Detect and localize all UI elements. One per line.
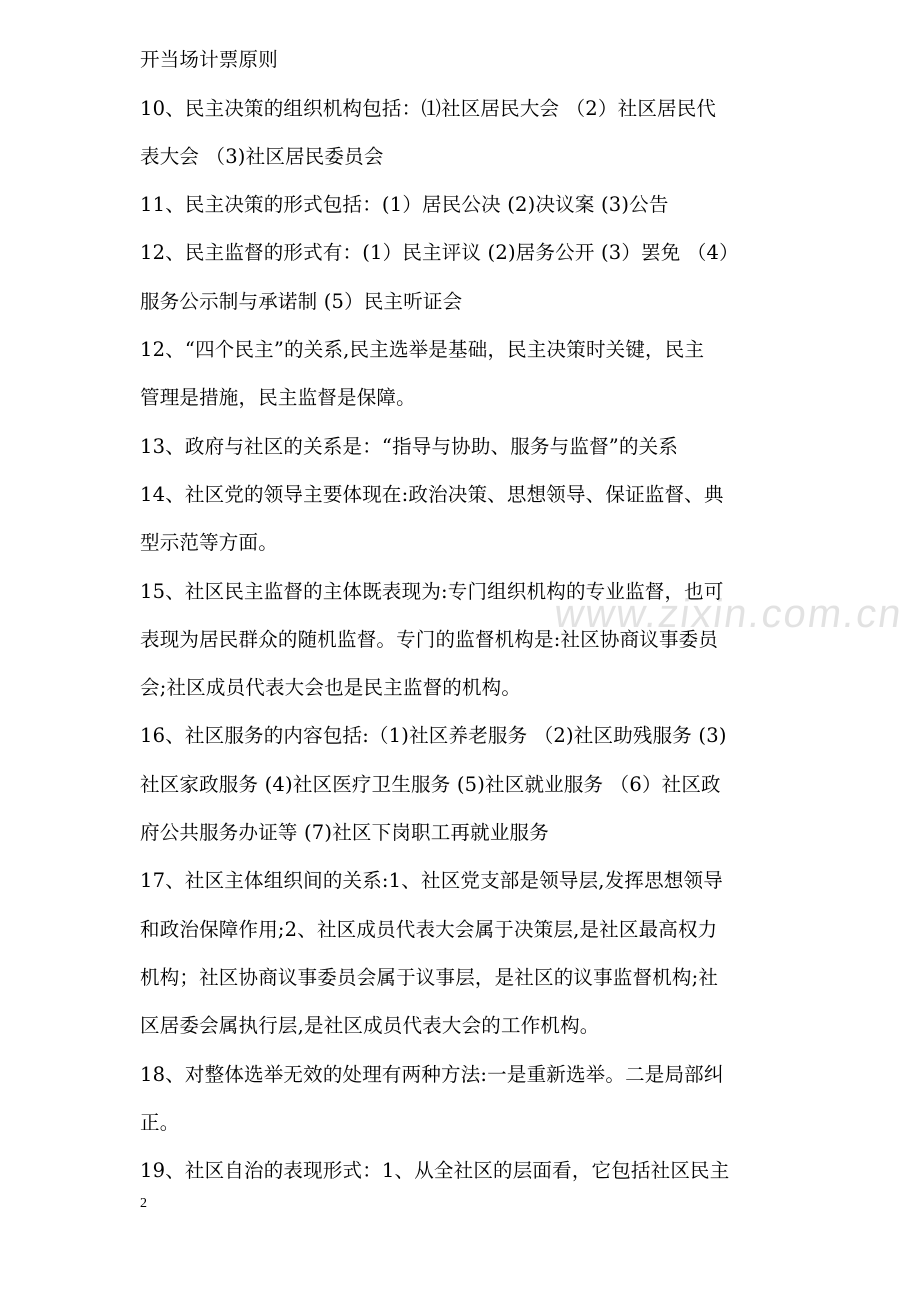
text-line: 和政治保障作用;2、社区成员代表大会属于决策层,是社区最高权力 xyxy=(140,918,718,941)
text-line: 14、社区党的领导主要体现在:政治决策、思想领导、保证监督、典 xyxy=(140,483,724,506)
text-line: 19、社区自治的表现形式：1、从全社区的层面看，它包括社区民主 xyxy=(140,1159,730,1182)
text-line: 府公共服务办证等 (7)社区下岗职工再就业服务 xyxy=(140,821,549,844)
text-line: 17、社区主体组织间的关系:1、社区党支部是领导层,发挥思想领导 xyxy=(140,869,723,892)
text-line: 15、社区民主监督的主体既表现为:专门组织机构的专业监督，也可 xyxy=(140,580,724,603)
text-line: 正。 xyxy=(140,1111,180,1134)
text-line: 区居委会属执行层,是社区成员代表大会的工作机构。 xyxy=(140,1014,600,1037)
text-line: 12、“四个民主”的关系,民主选举是基础，民主决策时关键，民主 xyxy=(140,338,705,361)
text-line: 16、社区服务的内容包括:（1)社区养老服务 （2)社区助残服务 (3) xyxy=(140,724,727,747)
text-line: 18、对整体选举无效的处理有两种方法:一是重新选举。二是局部纠 xyxy=(140,1063,724,1086)
text-line: 会;社区成员代表大会也是民主监督的机构。 xyxy=(140,676,522,699)
watermark-text: www.zixin.com.cn xyxy=(551,592,906,636)
text-line: 机构；社区协商议事委员会属于议事层，是社区的议事监督机构;社 xyxy=(140,966,719,989)
text-line: 13、政府与社区的关系是：“指导与协助、服务与监督”的关系 xyxy=(140,435,679,458)
page-number: 2 xyxy=(140,1196,147,1211)
text-line: 社区家政服务 (4)社区医疗卫生服务 (5)社区就业服务 （6）社区政 xyxy=(140,773,721,796)
text-line: 10、民主决策的组织机构包括：⑴社区居民大会 （2）社区居民代 xyxy=(140,97,717,120)
text-line: 开当场计票原则 xyxy=(140,48,278,71)
text-line: 11、民主决策的形式包括：(1）居民公决 (2)决议案 (3)公告 xyxy=(140,193,669,216)
text-line: 表现为居民群众的随机监督。专门的监督机构是:社区协商议事委员 xyxy=(140,628,719,651)
text-line: 表大会 （3)社区居民委员会 xyxy=(140,145,384,168)
text-line: 12、民主监督的形式有：(1）民主评议 (2)居务公开 (3）罢免 （4） xyxy=(140,241,739,264)
text-line: 管理是措施，民主监督是保障。 xyxy=(140,386,416,409)
text-line: 服务公示制与承诺制 (5）民主听证会 xyxy=(140,290,463,313)
text-line: 型示范等方面。 xyxy=(140,531,278,554)
